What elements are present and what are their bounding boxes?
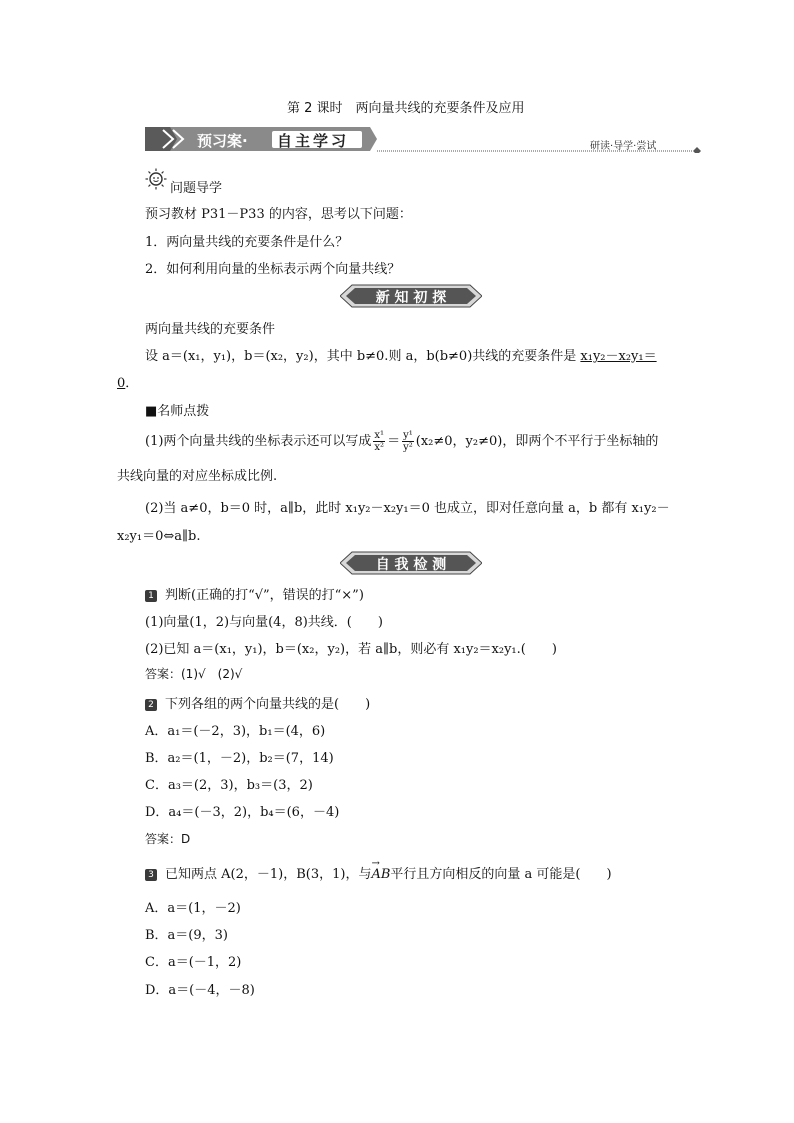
preview-banner xyxy=(145,125,705,153)
self-check-banner xyxy=(340,551,482,575)
vector-ab xyxy=(371,858,391,882)
tip-1-equals: ＝ xyxy=(387,434,401,449)
question-2-option-d: D．a₄＝(－3，2)，b₄＝(6，－4) xyxy=(145,805,340,820)
question-1-stem: 判断(正确的打“√”，错误的打“×”) xyxy=(165,588,364,603)
self-check-banner-label: 自 我 检 测 xyxy=(375,557,447,573)
question-3-option-a: A．a＝(1，－2) xyxy=(145,901,241,916)
question-2-answer: 答案：D xyxy=(145,832,191,846)
intro-section-title: 问题导学 xyxy=(170,181,223,196)
question-3-option-d: D．a＝(－4，－8) xyxy=(145,983,255,998)
banner-label: 预习案· xyxy=(197,132,248,150)
condition-answer-end: 0 xyxy=(117,376,126,391)
question-3-option-b: B．a＝(9，3) xyxy=(145,928,228,943)
question-1-item-1: (1)向量(1，2)与向量(4，8)共线．( ) xyxy=(145,615,383,630)
vector-ab-label: AB xyxy=(371,867,391,882)
tip-2: (2)当 a≠0，b＝0 时，a∥b，此时 x₁y₂－x₂y₁＝0 也成立，即对任意向量 a，b 都有 x₁y₂－ xyxy=(145,501,670,516)
question-3-option-c: C．a＝(－1，2) xyxy=(145,955,242,970)
question-3-number: 3 xyxy=(145,869,157,881)
banner-emphasis: 自主学习 xyxy=(277,132,350,150)
question-1-number: 1 xyxy=(145,590,157,602)
tip-1-text: (1)两个向量共线的坐标表示还可以写成 xyxy=(145,434,372,449)
condition-statement-end: ． xyxy=(125,376,139,391)
intro-preview: 预习教材 P31－P33 的内容，思考以下问题： xyxy=(145,207,412,222)
question-3-stem-post: 平行且方向相反的向量 a 可能是( ) xyxy=(390,867,612,882)
question-3-stem-pre: 已知两点 A(2，－1)，B(3，1)，与 xyxy=(165,867,372,882)
question-2-option-b: B．a₂＝(1，－2)，b₂＝(7，14) xyxy=(145,751,334,766)
banner-right-label: 研读·导学·尝试 xyxy=(590,141,657,152)
fraction-numerator: y¹ xyxy=(403,430,413,441)
question-2 xyxy=(145,693,370,712)
question-1-answer: 答案：(1)√ (2)√ xyxy=(145,667,243,681)
question-3 xyxy=(145,858,612,882)
question-1-item-2: (2)已知 a＝(x₁，y₁)，b＝(x₂，y₂)，若 a∥b，则必有 x₁y₂＝x₂y₁.( ) xyxy=(145,642,557,657)
question-2-option-a: A．a₁＝(－2，3)，b₁＝(4，6) xyxy=(145,724,326,739)
new-knowledge-heading: 两向量共线的充要条件 xyxy=(145,322,276,337)
fraction-denominator: y² xyxy=(403,442,413,453)
condition-answer: x₁y₂－x₂y₁＝ xyxy=(580,349,657,364)
new-knowledge-banner xyxy=(340,284,482,308)
question-2-number: 2 xyxy=(145,699,157,711)
condition-statement-text: 设 a＝(x₁，y₁)，b＝(x₂，y₂)，其中 b≠0.则 a，b(b≠0)共线的充要条件是 xyxy=(145,349,581,364)
tip-1-line2: 共线向量的对应坐标成比例. xyxy=(117,469,278,484)
intro-question-1: 1．两向量共线的充要条件是什么？ xyxy=(145,235,349,250)
page-title: 第 2 课时 两向量共线的充要条件及应用 xyxy=(287,101,525,116)
new-knowledge-banner-label: 新 知 初 探 xyxy=(375,290,447,306)
question-1 xyxy=(145,584,364,603)
condition-statement xyxy=(145,345,657,364)
intro-question-2: 2．如何利用向量的坐标表示两个向量共线？ xyxy=(145,262,401,277)
tips-heading: ■名师点拨 xyxy=(145,404,210,419)
tip-1-fraction-y xyxy=(402,430,414,453)
question-2-stem: 下列各组的两个向量共线的是( ) xyxy=(165,697,371,712)
fraction-denominator: x² xyxy=(374,442,385,453)
sun-icon xyxy=(145,168,167,194)
vector-arrow-icon: → xyxy=(371,858,380,869)
tip-1-fraction-x xyxy=(373,430,385,453)
condition-statement-line2 xyxy=(117,372,138,391)
tip-2-line2: x₂y₁＝0⇔a∥b. xyxy=(117,529,201,544)
fraction-numerator: x¹ xyxy=(374,430,385,441)
tip-1-text-post: (x₂≠0，y₂≠0)，即两个不平行于坐标轴的 xyxy=(415,434,659,449)
tip-1 xyxy=(145,430,658,453)
question-2-option-c: C．a₃＝(2，3)，b₃＝(3，2) xyxy=(145,778,313,793)
